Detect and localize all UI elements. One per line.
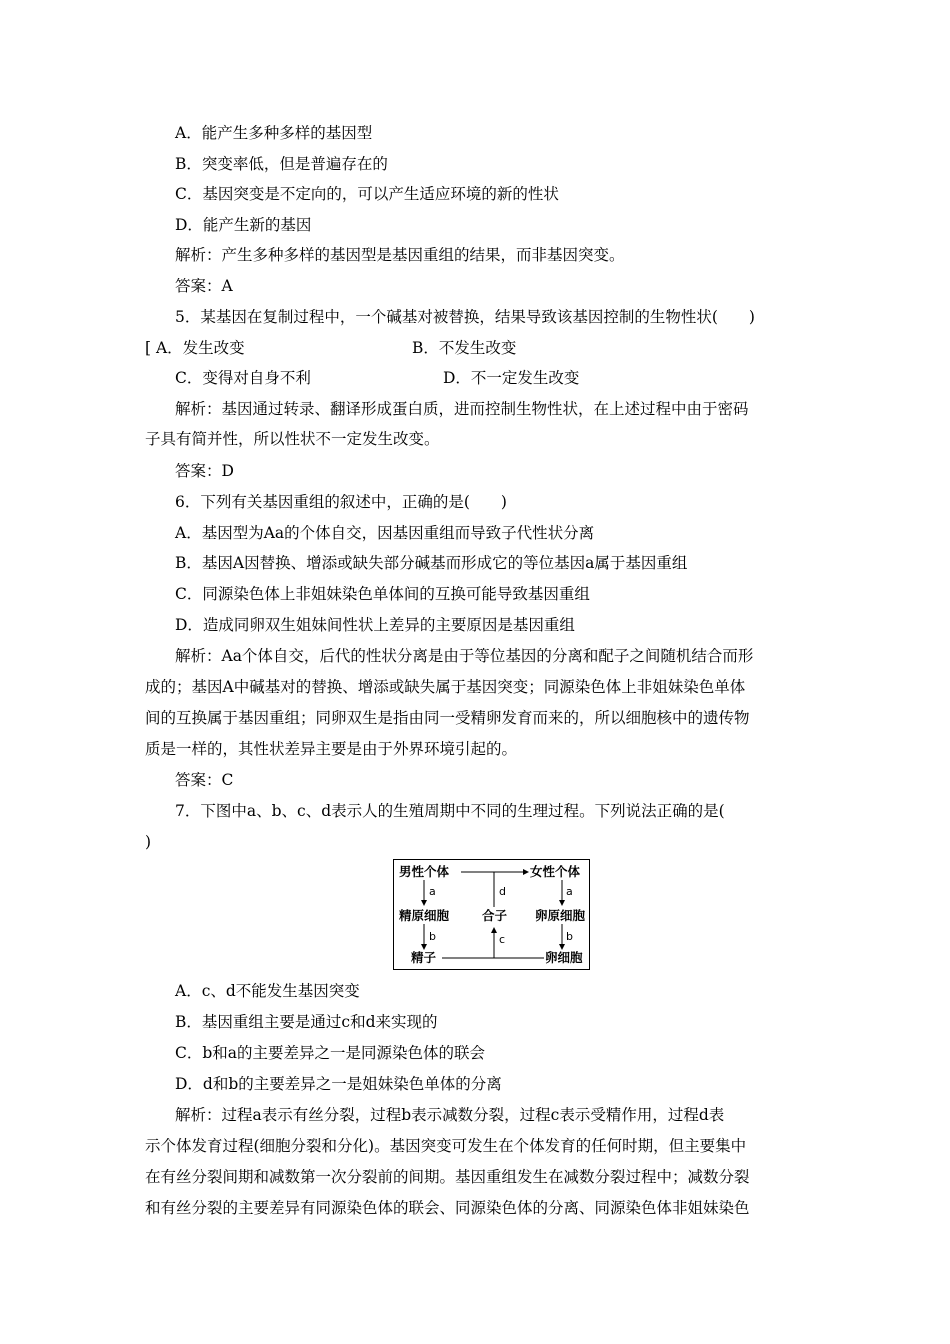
arrow-label-a-left: a xyxy=(429,885,436,898)
male-individual-label: 男性个体 xyxy=(399,864,450,879)
q5-option-b: B．不发生改变 xyxy=(412,339,517,357)
spermatogonium-label: 精原细胞 xyxy=(399,908,450,923)
q4-option-d: D．能产生新的基因 xyxy=(175,216,312,234)
q6-explanation-line-2: 成的；基因A中碱基对的替换、增添或缺失属于基因突变；同源染色体上非姐妹染色单体 xyxy=(145,678,746,696)
arrow-label-b-left: b xyxy=(429,930,436,943)
arrow-label-d: d xyxy=(499,885,506,898)
q4-option-c: C．基因突变是不定向的，可以产生适应环境的新的性状 xyxy=(175,185,559,203)
q6-explanation-line-1: 解析：Aa个体自交，后代的性状分离是由于等位基因的分离和配子之间随机结合而形 xyxy=(175,647,754,665)
q7-explanation-line-2: 示个体发育过程(细胞分裂和分化)。基因突变可发生在个体发育的任何时期，但主要集中 xyxy=(145,1137,747,1155)
q7-stem-line-1: 7．下图中a、b、c、d表示人的生殖周期中不同的生理过程。下列说法正确的是( xyxy=(175,802,725,820)
q5-answer: 答案：D xyxy=(175,462,234,480)
q5-stem: 5．某基因在复制过程中，一个碱基对被替换，结果导致该基因控制的生物性状( ) xyxy=(175,308,755,326)
q5-option-a: [ A．发生改变 xyxy=(145,339,245,357)
q4-explanation: 解析：产生多种多样的基因型是基因重组的结果，而非基因突变。 xyxy=(175,246,625,264)
q7-stem-line-2: ) xyxy=(145,833,152,851)
q6-explanation-line-3: 间的互换属于基因重组；同卵双生是指由同一受精卵发育而来的，所以细胞核中的遗传物 xyxy=(145,709,750,727)
q7-option-d: D．d和b的主要差异之一是姐妹染色单体的分离 xyxy=(175,1075,502,1093)
reproduction-cycle-diagram xyxy=(393,859,590,970)
q4-option-a: A．能产生多种多样的基因型 xyxy=(175,124,373,142)
q7-explanation-line-3: 在有丝分裂间期和减数第一次分裂前的间期。基因重组发生在减数分裂过程中；减数分裂 xyxy=(145,1168,750,1186)
female-individual-label: 女性个体 xyxy=(530,864,581,879)
q7-explanation-line-1: 解析：过程a表示有丝分裂，过程b表示减数分裂，过程c表示受精作用，过程d表 xyxy=(175,1106,725,1124)
q6-explanation-line-4: 质是一样的，其性状差异主要是由于外界环境引起的。 xyxy=(145,740,518,758)
q6-option-a: A．基因型为Aa的个体自交，因基因重组而导致子代性状分离 xyxy=(175,524,595,542)
sperm-label: 精子 xyxy=(411,950,437,965)
arrow-label-b-right: b xyxy=(566,930,573,943)
q5-option-d: D．不一定发生改变 xyxy=(443,369,580,387)
q6-option-c: C．同源染色体上非姐妹染色单体间的互换可能导致基因重组 xyxy=(175,585,590,603)
zygote-label: 合子 xyxy=(482,908,508,923)
arrow-label-a-right: a xyxy=(566,885,573,898)
q6-option-b: B．基因A因替换、增添或缺失部分碱基而形成它的等位基因a属于基因重组 xyxy=(175,554,688,572)
q4-option-b: B．突变率低，但是普遍存在的 xyxy=(175,155,388,173)
q7-option-c: C．b和a的主要差异之一是同源染色体的联会 xyxy=(175,1044,486,1062)
q5-explanation-line-2: 子具有简并性，所以性状不一定发生改变。 xyxy=(145,430,440,448)
q5-explanation-line-1: 解析：基因通过转录、翻译形成蛋白质，进而控制生物性状，在上述过程中由于密码 xyxy=(175,400,749,418)
q7-explanation-line-4: 和有丝分裂的主要差异有同源染色体的联会、同源染色体的分离、同源染色体非姐妹染色 xyxy=(145,1199,750,1217)
q6-answer: 答案：C xyxy=(175,771,234,789)
q5-option-c: C．变得对自身不利 xyxy=(175,369,311,387)
q6-option-d: D．造成同卵双生姐妹间性状上差异的主要原因是基因重组 xyxy=(175,616,575,634)
q7-option-a: A．c、d不能发生基因突变 xyxy=(175,982,360,1000)
arrow-label-c: c xyxy=(499,933,506,946)
oogonium-label: 卵原细胞 xyxy=(535,908,586,923)
q4-answer: 答案：A xyxy=(175,277,233,295)
egg-label: 卵细胞 xyxy=(545,950,583,965)
q6-stem: 6．下列有关基因重组的叙述中，正确的是( ) xyxy=(175,493,507,511)
q7-option-b: B．基因重组主要是通过c和d来实现的 xyxy=(175,1013,438,1031)
